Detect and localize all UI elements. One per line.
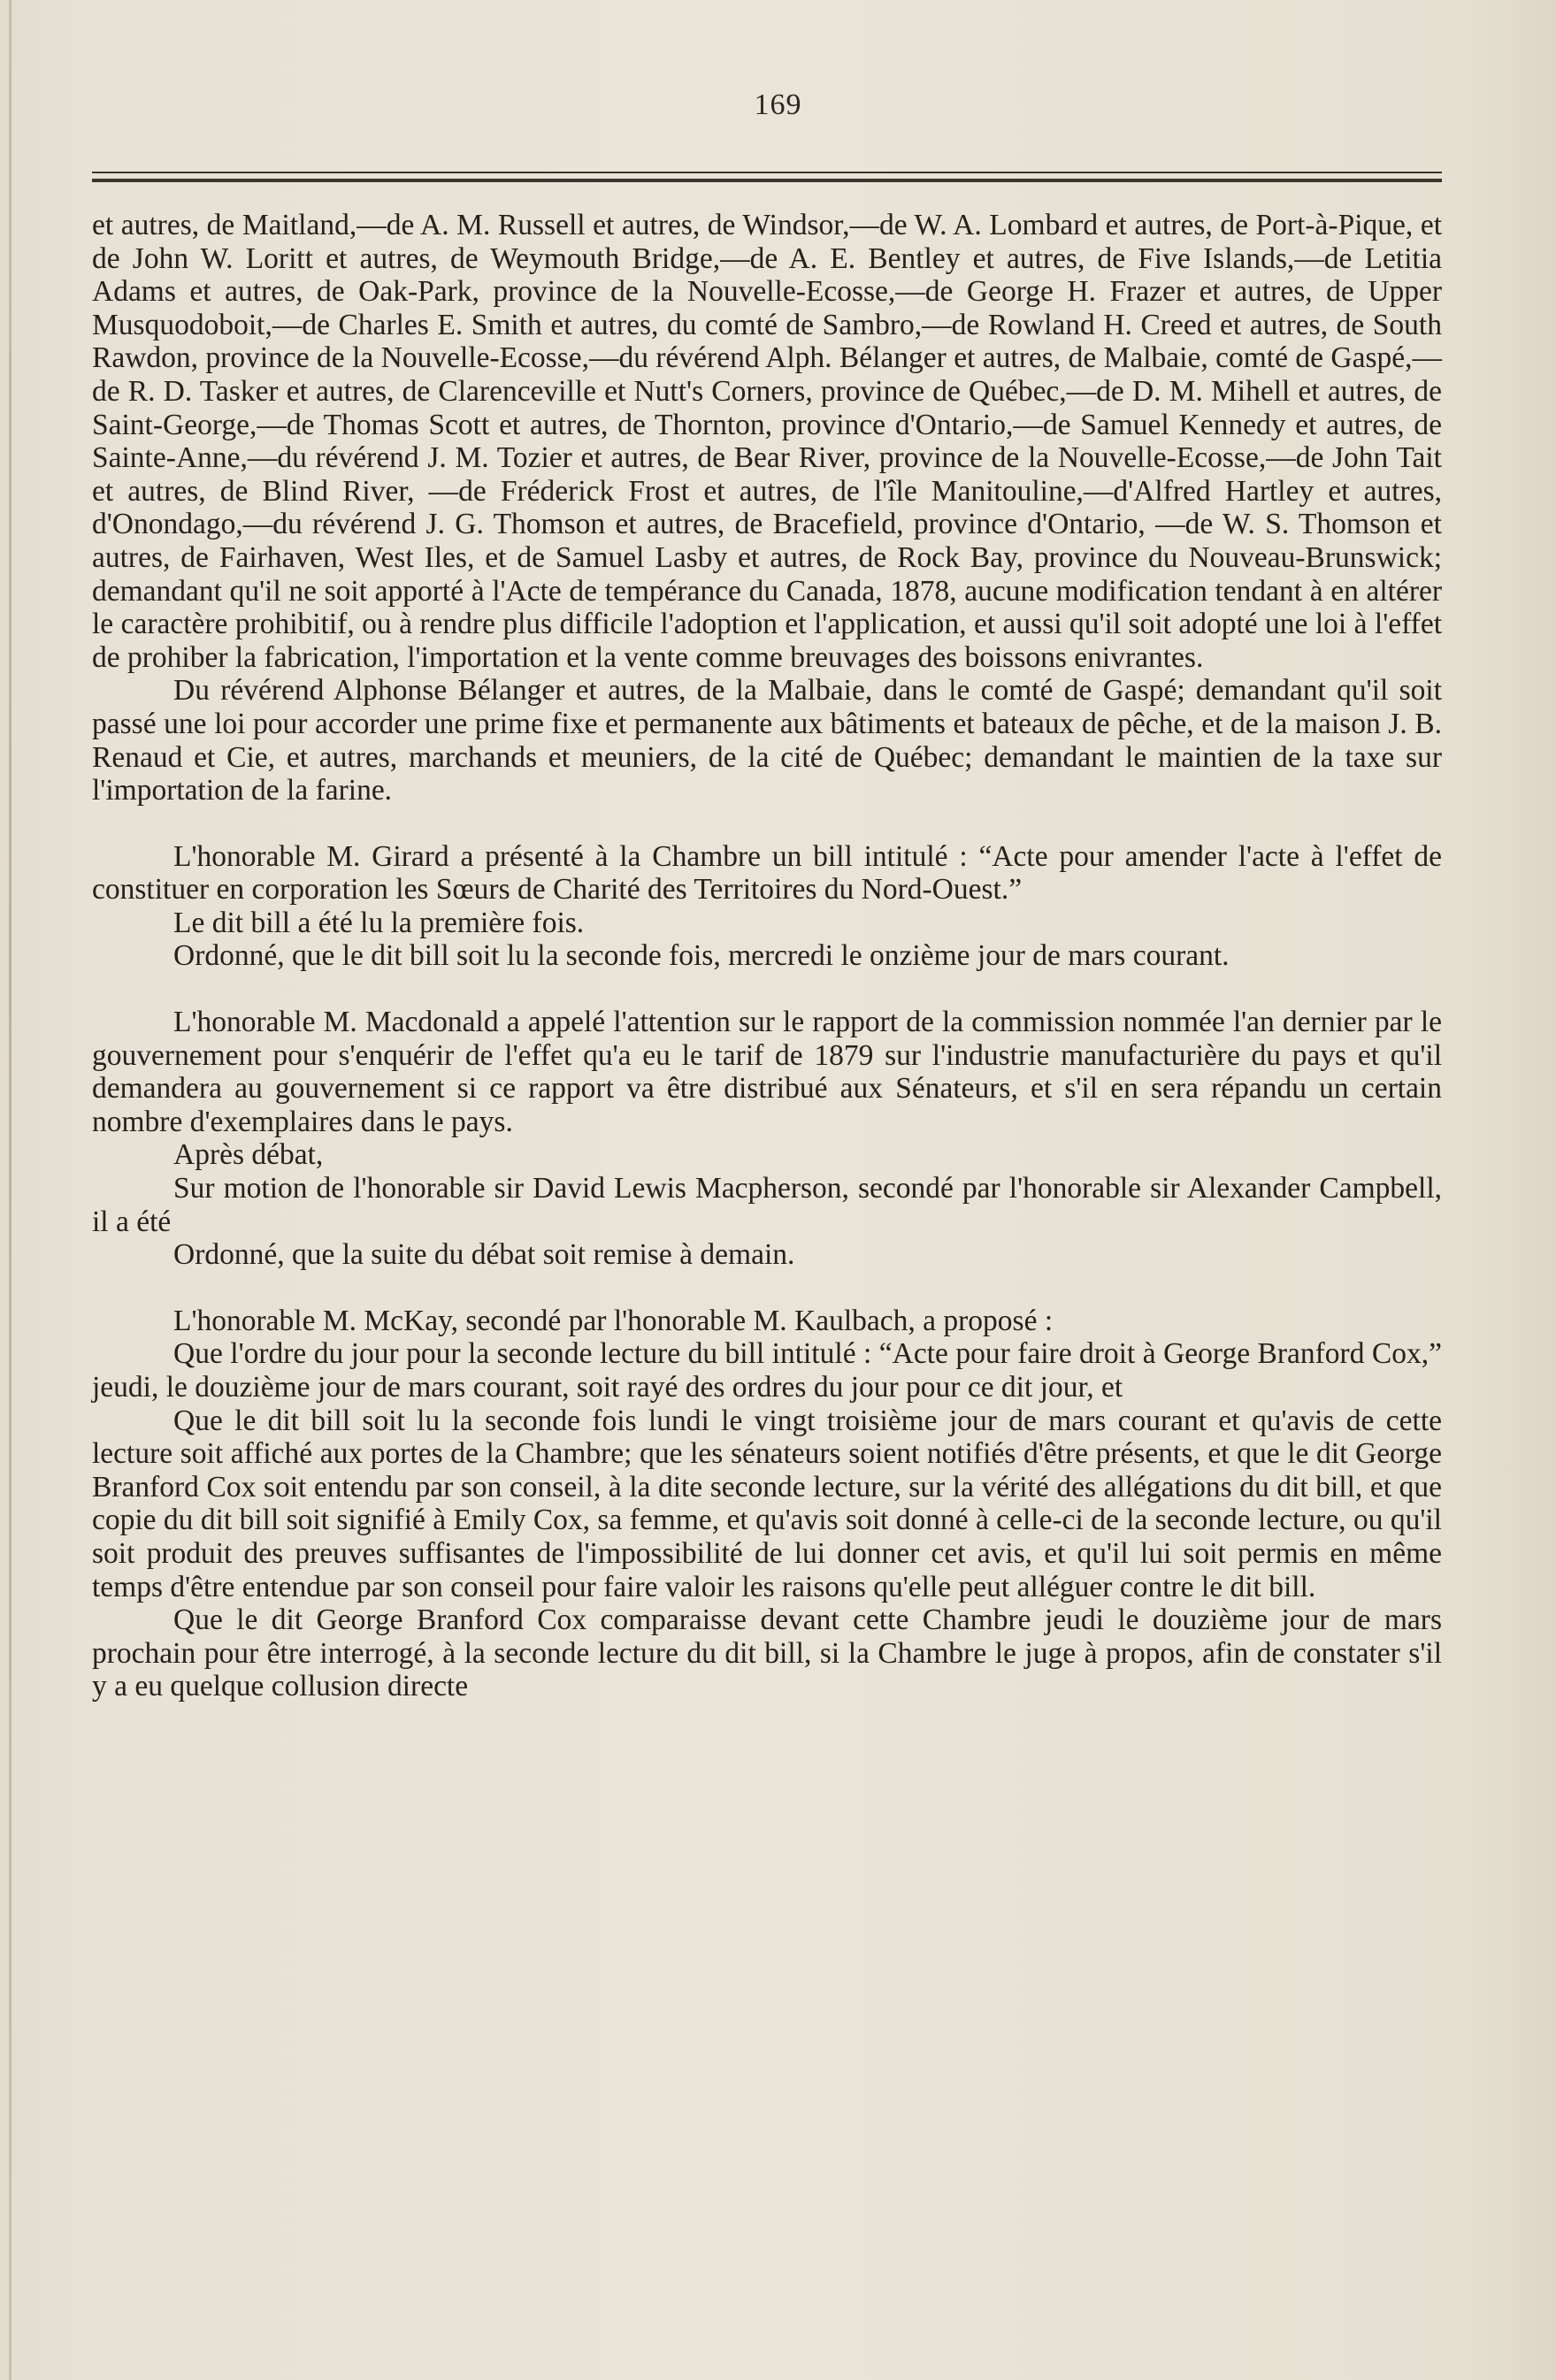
paragraph-second-reading-notice: Que le dit bill soit lu la seconde fois lundi le vingt troisième jour de mars courant et qu'avis de cette lecture soit affiché aux portes de la Chambre; que les sénateurs soient notifiés d'être présents, et que le dit George Branford Cox soit entendu par son conseil, à la dite seconde lecture, sur la vérité des allégations du dit bill, et que copie du dit bill soit signifié à Emily Cox, sa femme, et qu'avis soit donné à celle-ci de la seconde lecture, ou qu'il soit produit des preuves suffisantes de l'impossibilité de lui donner cet avis, et qu'il lui soit permis en même temps d'être entendue par son conseil pour faire valoir les raisons qu'elle peut alléguer contre le dit bill. xyxy=(92,1404,1442,1603)
paragraph-gap xyxy=(92,1272,1442,1305)
paragraph-petitions-list: et autres, de Maitland,—de A. M. Russell et autres, de Windsor,—de W. A. Lombard et autres, de Port-à-Pique, et de John W. Loritt et autres, de Weymouth Bridge,—de A. E. Bentley et autres, de Five Islands,—de Letitia Adams et autres, de Oak-Park, province de la Nouvelle-Ecosse,—de George H. Frazer et autres, de Upper Musquodoboit,—de Charles E. Smith et autres, du comté de Sambro,—de Rowland H. Creed et autres, de South Rawdon, province de la Nouvelle-Ecosse,—du révérend Alph. Bélanger et autres, de Malbaie, comté de Gaspé,—de R. D. Tasker et autres, de Clarenceville et Nutt's Corners, province de Québec,—de D. M. Mihell et autres, de Saint-George,—de Thomas Scott et autres, de Thornton, province d'Ontario,—de Samuel Kennedy et autres, de Sainte-Anne,—du révérend J. M. Tozier et autres, de Bear River, province de la Nouvelle-Ecosse,—de John Tait et autres, de Blind River, —de Fréderick Frost et autres, de l'île Manitouline,—d'Alfred Hartley et autres, d'Onondago,—du révérend J. G. Thomson et autres, de Bracefield, province d'Ontario, —de W. S. Thomson et autres, de Fairhaven, West Iles, et de Samuel Lasby et autres, de Rock Bay, province du Nouveau-Brunswick; demandant qu'il ne soit apporté à l'Acte de tempérance du Canada, 1878, aucune modification tendant à en altérer le caractère prohibitif, ou à rendre plus difficile l'adoption et l'application, et aussi qu'il soit adopté une loi à l'effet de prohiber la fabrication, l'importation et la vente comme breuvages des boissons enivrantes. xyxy=(92,209,1442,674)
paragraph-second-reading-order: Ordonné, que le dit bill soit lu la seconde fois, mercredi le onzième jour de mars courant. xyxy=(173,939,1230,973)
page-number: 169 xyxy=(754,88,802,121)
binding-edge xyxy=(9,0,11,2380)
paragraph-macpherson-motion: Sur motion de l'honorable sir David Lewis Macpherson, secondé par l'honorable sir Alexander Campbell, il a été xyxy=(92,1172,1442,1238)
paragraph-cox-appearance: Que le dit George Branford Cox comparaisse devant cette Chambre jeudi le douzième jour de mars prochain pour être interrogé, à la seconde lecture du dit bill, si la Chambre le juge à propos, afin de constater s'il y a eu quelque collusion directe xyxy=(92,1603,1442,1703)
paragraph-girard-bill: L'honorable M. Girard a présenté à la Chambre un bill intitulé : “Acte pour amender l'acte à l'effet de constituer en corporation les Sœurs de Charité des Territoires du Nord-Ouest.” xyxy=(92,839,1442,907)
paragraph-petition-belanger: Du révérend Alphonse Bélanger et autres, de la Malbaie, dans le comté de Gaspé; demandant qu'il soit passé une loi pour accorder une prime fixe et permanente aux bâtiments et bateaux de pêche, et de la maison J. B. Renaud et Cie, et autres, marchands et meuniers, de la cité de Québec; demandant le maintien de la taxe sur l'importation de la farine. xyxy=(92,674,1442,807)
paragraph-debate-adjourned: Ordonné, que la suite du débat soit remise à demain. xyxy=(173,1238,795,1272)
paragraph-order-of-day: Que l'ordre du jour pour la seconde lecture du bill intitulé : “Acte pour faire droit à George Branford Cox,” jeudi, le douzième jour de mars courant, soit rayé des ordres du jour pour ce dit jour, et xyxy=(92,1337,1442,1404)
paragraph-first-reading: Le dit bill a été lu la première fois. xyxy=(173,906,585,939)
paragraph-gap xyxy=(92,807,1442,840)
paragraph-macdonald-inquiry: L'honorable M. Macdonald a appelé l'attention sur le rapport de la commission nommée l'an dernier par le gouvernement pour s'enquérir de l'effet qu'a eu le tarif de 1879 sur l'industrie manufacturière du pays et qu'il demandera au gouvernement si ce rapport va être distribué aux Sénateurs, et s'il en sera répandu un certain nombre d'exemplaires dans le pays. xyxy=(92,1006,1442,1138)
page-body xyxy=(92,209,1442,1703)
paragraph-mckay-proposal: L'honorable M. McKay, secondé par l'honorable M. Kaulbach, a proposé : xyxy=(173,1304,1054,1337)
header-rule-thin xyxy=(92,172,1442,173)
header-rule-thick xyxy=(92,179,1442,182)
paragraph-gap xyxy=(92,973,1442,1006)
paragraph-after-debate: Après débat, xyxy=(173,1138,324,1172)
